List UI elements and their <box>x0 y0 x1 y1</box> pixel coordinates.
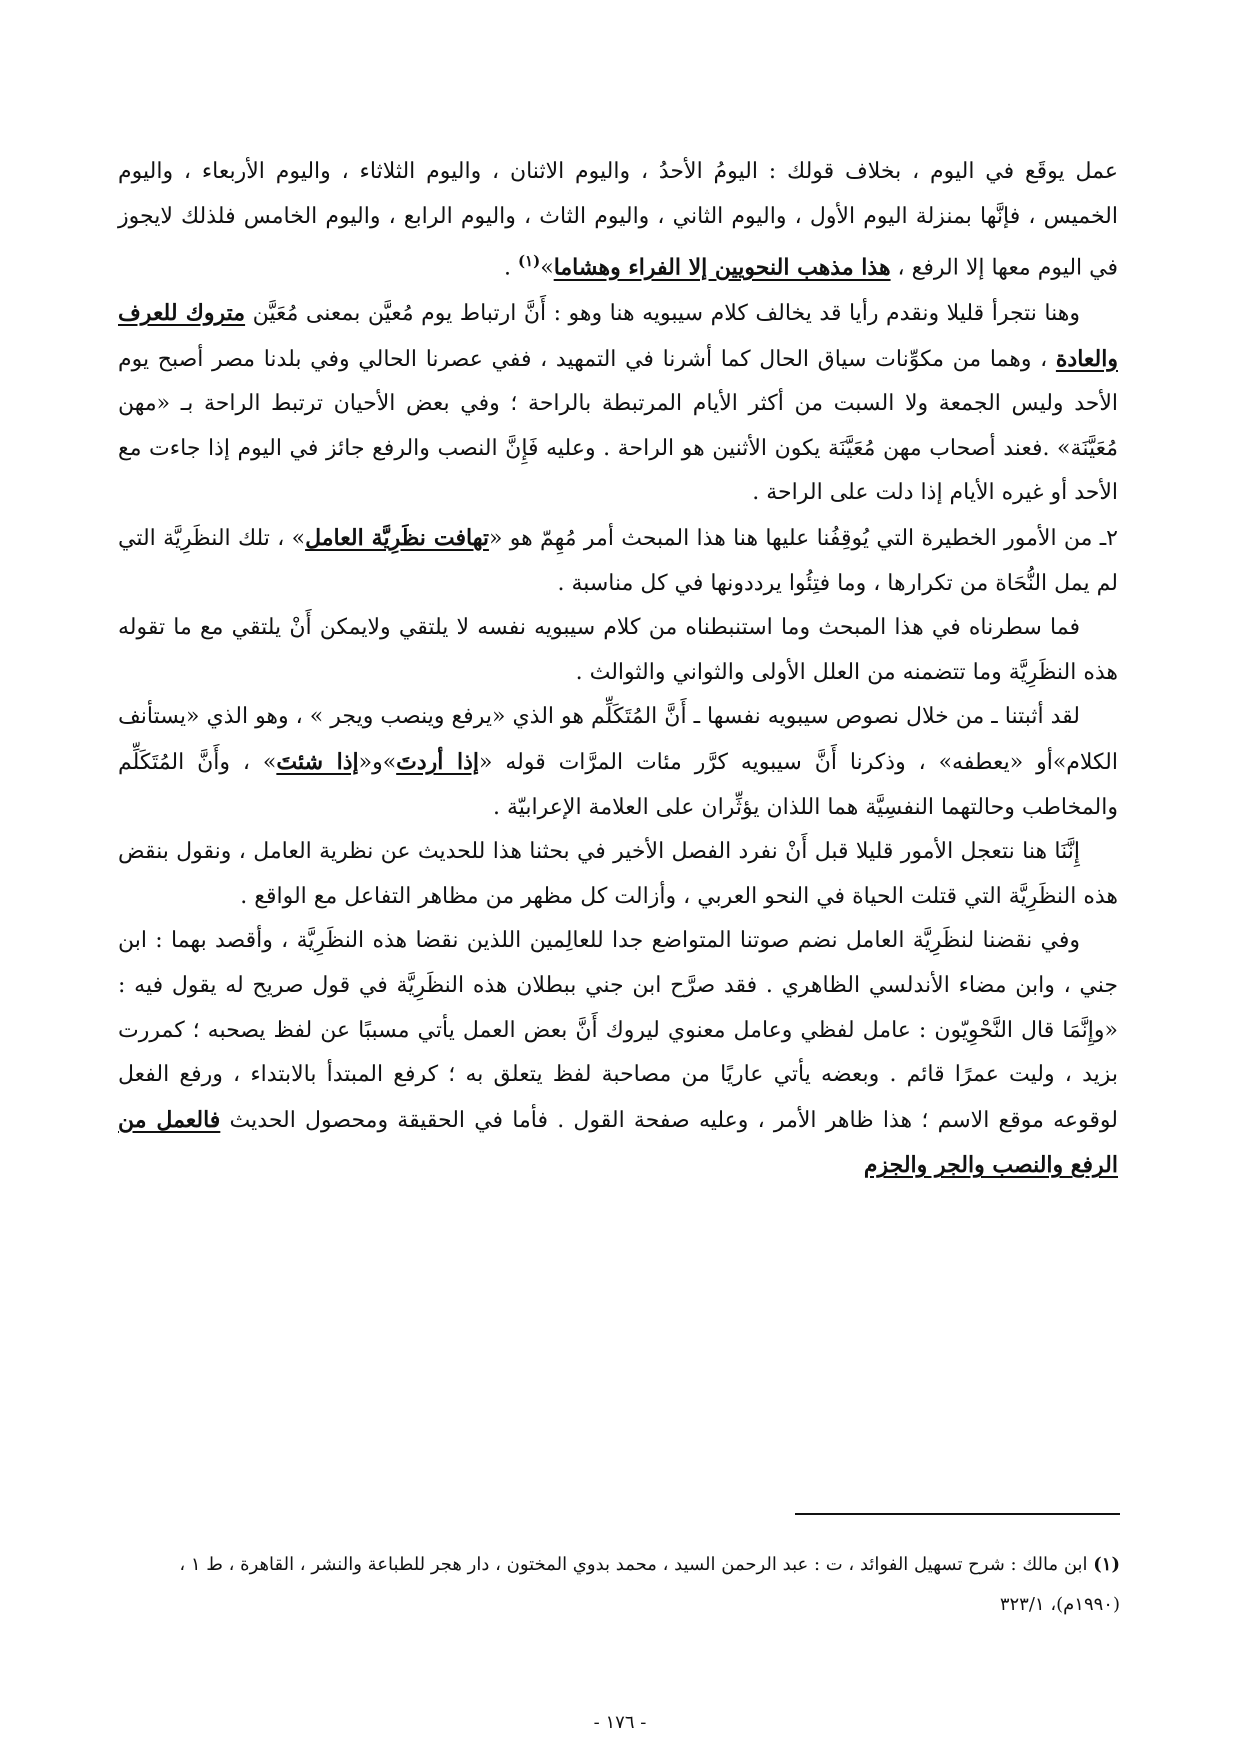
quote-close: » <box>540 255 554 281</box>
paragraph-1-end: . <box>503 255 518 281</box>
paragraph-2 <box>118 291 1118 516</box>
paragraph-3-text-a: ٢ـ من الأمور الخطيرة التي يُوقِفُنا عليها هنا هذا المبحث أمر مُهِمّ هو « <box>488 526 1118 552</box>
paragraph-7 <box>118 919 1118 1189</box>
paragraph-5-text-c: » ، وأَنَّ المُتَكَلِّم والمخاطب وحالتهما النفسِيَّة هما اللذان يؤثِّران على العلامة الإعرابيّة . <box>118 750 1118 820</box>
emphasis-nahwiyyin: هذا مذهب النحويين إلا الفراء وهشاما <box>553 254 891 281</box>
paragraph-2-text-a: وهنا نتجرأ قليلا ونقدم رأيا قد يخالف كلام سيبويه هنا وهو : أَنَّ ارتباط يوم مُعيَّن بمعنى مُعَيَّن <box>245 301 1081 327</box>
page-number: - ١٧٦ - <box>593 1712 647 1733</box>
footnote <box>120 1545 1120 1625</box>
emphasis-idha-aradta: إذا أردتَ <box>396 749 479 776</box>
footnote-text: ابن مالك : شرح تسهيل الفوائد ، ت : عبد الرحمن السيد ، محمد بدوي المختون ، دار هجر للطباعة والنشر ، القاهرة ، ط ١ ، (١٩٩٠م)، ٣٢٣/١ <box>179 1554 1120 1615</box>
paragraph-2-text-b: ، وهما من مكوِّنات سياق الحال كما أشرنا في التمهيد ، ففي عصرنا الحالي وفي بلدنا مصر أصبح يوم الأحد وليس الجمعة ولا السبت من أكثر الأيام المرتبطة بالراحة ؛ وفي بعض الأحيان ترتبط الراحة بـ «مهن مُعَيَّنَة» .فعند أصحاب مهن مُعَيَّنَة يكون الأثنين هو الراحة . وعليه فَإِنَّ النصب والرفع جائز في اليوم إذا جاءت مع الأحد أو غيره الأيام إذا دلت على الراحة . <box>118 346 1118 506</box>
emphasis-idha-shita: إذا شئتَ <box>276 749 359 776</box>
paragraph-5-text-a: لقد أثبتنا ـ من خلال نصوص سيبويه نفسها ـ أَنَّ المُتَكَلِّم هو الذي «يرفع وينصب ويجر » ، وهو الذي «يستأنف الكلام»أو «يعطفه» ، وذكرنا أَنَّ سيبويه كرَّر مئات المرَّات قوله « <box>118 704 1118 776</box>
paragraph-1-text: عمل يوقَع في اليوم ، بخلاف قولك : اليومُ الأحدُ ، واليوم الاثنان ، واليوم الثلاثاء ، واليوم الأربعاء ، واليوم الخميس ، فإنَّها بمنزلة اليوم الأول ، واليوم الثاني ، واليوم الثاث ، واليوم الرابع ، واليوم الخامس فلذلك لايجوز في اليوم معها إلا الرفع ، <box>118 159 1118 281</box>
emphasis-amal: فالعمل من الرفع والنصب والجر والجزم <box>118 1106 1118 1179</box>
footnote-divider <box>795 1513 1120 1515</box>
paragraph-5-text-b: »و« <box>358 750 397 776</box>
footnote-reference[interactable]: (١) <box>517 252 541 271</box>
paragraph-3 <box>118 516 1118 606</box>
paragraph-1 <box>118 150 1118 291</box>
paragraph-4: فما سطرناه في هذا المبحث وما استنبطناه من كلام سيبويه نفسه لا يلتقي ولايمكن أَنْ يلتقي مع ما تقوله هذه النظَرِيَّة وما تتضمنه من العلل الأولى والثواني والثوالث . <box>118 615 1118 685</box>
paragraph-6: إِنَّنَا هنا نتعجل الأمور قليلا قبل أَنْ نفرد الفصل الأخير في بحثنا هذا للحديث عن نظرية العامل ، ونقول بنقض هذه النظَرِيَّة التي قتلت الحياة في النحو العربي ، وأزالت كل مظهر من مظاهر التفاعل مع الواقع . <box>118 839 1118 909</box>
emphasis-tahafut: تهافت نظَرِيَّة العامل <box>305 525 489 552</box>
main-text <box>118 150 1118 1189</box>
paragraph-3-text-b: » ، تلك النظَرِيَّة التي لم يمل النُّحَاة من تكرارها ، وما فتِئُوا يرددونها في كل مناسبة . <box>118 526 1118 596</box>
footnote-number: (١) <box>1093 1554 1120 1575</box>
paragraph-7-text: وفي نقضنا لنظَرِيَّة العامل نضم صوتنا المتواضع جدا للعالِمين اللذين نقضا هذه النظَرِيَّة ، وأقصد بهما : ابن جني ، وابن مضاء الأندلسي الظاهري . فقد صرَّح ابن جني ببطلان هذه النظَرِيَّة في قول صريح له يقول فيه : «وإِنَّمَا قال النَّحْوِيّون : عامل لفظي وعامل معنوي ليروك أَنَّ بعض العمل يأتي مسببًا عن لفظ يصحبه ؛ كمررت بزيد ، وليت عمرًا قائم . وبعضه يأتي عاريًا من مصاحبة لفظ يتعلق به ؛ كرفع المبتدأ بالابتداء ، ورفع الفعل لوقوعه موقع الاسم ؛ هذا ظاهر الأمر ، وعليه صفحة القول . فأما في الحقيقة ومحصول الحديث <box>118 928 1118 1133</box>
emphasis-urf: متروك للعرف والعادة <box>118 300 1118 372</box>
paragraph-5 <box>118 695 1118 830</box>
